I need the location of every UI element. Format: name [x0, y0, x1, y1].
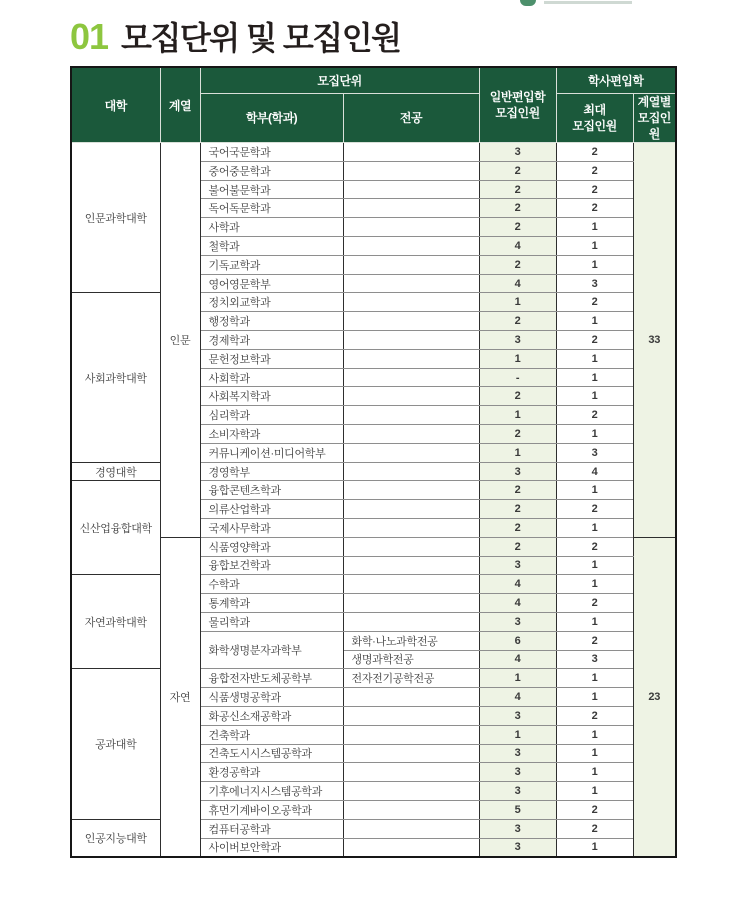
major-cell	[343, 838, 479, 857]
major-cell: 생명과학전공	[343, 650, 479, 669]
admission-quota-table	[70, 66, 677, 858]
dept-cell: 휴먼기계바이오공학과	[200, 800, 343, 819]
college-cell: 사회과학대학	[71, 293, 160, 462]
major-cell	[343, 143, 479, 162]
general-quota-cell: 3	[479, 782, 556, 801]
major-cell	[343, 819, 479, 838]
dept-cell: 컴퓨터공학과	[200, 819, 343, 838]
dept-cell: 사학과	[200, 218, 343, 237]
dept-cell: 기독교학과	[200, 255, 343, 274]
track-cell: 자연	[160, 537, 200, 857]
general-quota-cell: 1	[479, 293, 556, 312]
max-quota-cell: 1	[556, 725, 633, 744]
max-quota-cell: 2	[556, 331, 633, 350]
dept-cell: 수학과	[200, 575, 343, 594]
general-quota-cell: 1	[479, 669, 556, 688]
general-quota-cell: 1	[479, 725, 556, 744]
general-quota-cell: 2	[479, 537, 556, 556]
general-quota-cell: 3	[479, 838, 556, 857]
dept-cell: 사회학과	[200, 368, 343, 387]
dept-cell: 사회복지학과	[200, 387, 343, 406]
logo-text-sliver	[544, 1, 632, 4]
dept-cell: 경영학부	[200, 462, 343, 481]
major-cell	[343, 368, 479, 387]
major-cell	[343, 763, 479, 782]
max-quota-cell: 1	[556, 612, 633, 631]
major-cell	[343, 800, 479, 819]
max-quota-cell: 1	[556, 349, 633, 368]
major-cell	[343, 180, 479, 199]
general-quota-cell: 2	[479, 180, 556, 199]
general-quota-cell: 4	[479, 594, 556, 613]
general-quota-cell: 5	[479, 800, 556, 819]
major-cell	[343, 443, 479, 462]
header-track: 계열	[160, 67, 200, 143]
max-quota-cell: 1	[556, 782, 633, 801]
dept-cell: 국어국문학과	[200, 143, 343, 162]
general-quota-cell: 2	[479, 312, 556, 331]
general-quota-cell: 3	[479, 706, 556, 725]
general-quota-cell: 2	[479, 255, 556, 274]
major-cell	[343, 481, 479, 500]
general-quota-cell: 3	[479, 819, 556, 838]
major-cell	[343, 706, 479, 725]
major-cell	[343, 406, 479, 425]
max-quota-cell: 1	[556, 312, 633, 331]
general-quota-cell: 2	[479, 519, 556, 538]
major-cell	[343, 218, 479, 237]
major-cell	[343, 199, 479, 218]
major-cell	[343, 612, 479, 631]
max-quota-cell: 2	[556, 500, 633, 519]
dept-cell: 영어영문학부	[200, 274, 343, 293]
college-cell: 신산업융합대학	[71, 481, 160, 575]
major-cell	[343, 688, 479, 707]
general-quota-cell: 4	[479, 237, 556, 256]
max-quota-cell: 2	[556, 631, 633, 650]
header-unit-group: 모집단위	[200, 67, 479, 93]
header-univ: 대학	[71, 67, 160, 143]
general-quota-cell: 4	[479, 650, 556, 669]
max-quota-cell: 3	[556, 274, 633, 293]
major-cell	[343, 237, 479, 256]
major-cell	[343, 537, 479, 556]
table-body	[71, 143, 676, 857]
major-cell	[343, 255, 479, 274]
dept-cell: 불어불문학과	[200, 180, 343, 199]
major-cell	[343, 519, 479, 538]
header-by-track-quota: 계열별 모집인원	[633, 93, 676, 143]
dept-cell: 행정학과	[200, 312, 343, 331]
max-quota-cell: 2	[556, 819, 633, 838]
dept-cell: 경제학과	[200, 331, 343, 350]
general-quota-cell: 4	[479, 575, 556, 594]
major-cell	[343, 274, 479, 293]
general-quota-cell: 6	[479, 631, 556, 650]
general-quota-cell: -	[479, 368, 556, 387]
max-quota-cell: 2	[556, 800, 633, 819]
general-quota-cell: 3	[479, 462, 556, 481]
dept-cell: 건축도시시스템공학과	[200, 744, 343, 763]
general-quota-cell: 2	[479, 500, 556, 519]
general-quota-cell: 3	[479, 143, 556, 162]
dept-cell: 물리학과	[200, 612, 343, 631]
dept-cell: 건축학과	[200, 725, 343, 744]
max-quota-cell: 2	[556, 161, 633, 180]
college-cell: 자연과학대학	[71, 575, 160, 669]
max-quota-cell: 2	[556, 180, 633, 199]
dept-cell: 기후에너지시스템공학과	[200, 782, 343, 801]
section-number: 01	[70, 16, 109, 57]
max-quota-cell: 1	[556, 763, 633, 782]
max-quota-cell: 1	[556, 838, 633, 857]
major-cell	[343, 387, 479, 406]
college-cell: 인공지능대학	[71, 819, 160, 857]
dept-cell: 커뮤니케이션·미디어학부	[200, 443, 343, 462]
general-quota-cell: 2	[479, 425, 556, 444]
dept-cell: 중어중문학과	[200, 161, 343, 180]
general-quota-cell: 4	[479, 688, 556, 707]
max-quota-cell: 2	[556, 293, 633, 312]
max-quota-cell: 2	[556, 143, 633, 162]
general-quota-cell: 2	[479, 161, 556, 180]
table-row	[71, 143, 676, 162]
page-title: 모집단위 및 모집인원	[121, 20, 401, 56]
college-cell: 경영대학	[71, 462, 160, 481]
major-cell	[343, 782, 479, 801]
dept-cell: 융합콘텐츠학과	[200, 481, 343, 500]
major-cell	[343, 725, 479, 744]
dept-cell: 철학과	[200, 237, 343, 256]
max-quota-cell: 1	[556, 237, 633, 256]
general-quota-cell: 3	[479, 763, 556, 782]
general-quota-cell: 2	[479, 218, 556, 237]
major-cell	[343, 594, 479, 613]
dept-cell: 환경공학과	[200, 763, 343, 782]
header-general-quota: 일반편입학 모집인원	[479, 67, 556, 143]
major-cell	[343, 425, 479, 444]
college-cell: 공과대학	[71, 669, 160, 819]
major-cell	[343, 349, 479, 368]
max-quota-cell: 2	[556, 594, 633, 613]
max-quota-cell: 1	[556, 218, 633, 237]
general-quota-cell: 2	[479, 199, 556, 218]
track-total-cell: 33	[633, 143, 676, 538]
max-quota-cell: 2	[556, 406, 633, 425]
dept-cell: 독어독문학과	[200, 199, 343, 218]
max-quota-cell: 1	[556, 669, 633, 688]
general-quota-cell: 4	[479, 274, 556, 293]
dept-cell: 화학생명분자과학부	[200, 631, 343, 669]
dept-cell: 융합전자반도체공학부	[200, 669, 343, 688]
track-cell: 인문	[160, 143, 200, 538]
dept-cell: 정치외교학과	[200, 293, 343, 312]
dept-cell: 통계학과	[200, 594, 343, 613]
dept-cell: 소비자학과	[200, 425, 343, 444]
dept-cell: 국제사무학과	[200, 519, 343, 538]
general-quota-cell: 2	[479, 387, 556, 406]
major-cell	[343, 331, 479, 350]
header-major: 전공	[343, 93, 479, 143]
major-cell	[343, 744, 479, 763]
header-dept: 학부(학과)	[200, 93, 343, 143]
max-quota-cell: 1	[556, 744, 633, 763]
dept-cell: 화공신소재공학과	[200, 706, 343, 725]
header-max-quota: 최대 모집인원	[556, 93, 633, 143]
logo-emblem-icon	[520, 0, 536, 6]
table-row	[71, 537, 676, 556]
max-quota-cell: 1	[556, 255, 633, 274]
dept-cell: 식품생명공학과	[200, 688, 343, 707]
major-cell	[343, 556, 479, 575]
max-quota-cell: 1	[556, 556, 633, 575]
section-title	[70, 13, 401, 59]
dept-cell: 융합보건학과	[200, 556, 343, 575]
general-quota-cell: 1	[479, 406, 556, 425]
max-quota-cell: 1	[556, 368, 633, 387]
max-quota-cell: 1	[556, 387, 633, 406]
max-quota-cell: 1	[556, 575, 633, 594]
major-cell	[343, 293, 479, 312]
header-bachelor-group: 학사편입학	[556, 67, 676, 93]
max-quota-cell: 3	[556, 650, 633, 669]
major-cell	[343, 500, 479, 519]
max-quota-cell: 2	[556, 706, 633, 725]
track-total-cell: 23	[633, 537, 676, 857]
dept-cell: 식품영양학과	[200, 537, 343, 556]
major-cell	[343, 575, 479, 594]
max-quota-cell: 1	[556, 519, 633, 538]
major-cell: 전자전기공학전공	[343, 669, 479, 688]
dept-cell: 의류산업학과	[200, 500, 343, 519]
dept-cell: 사이버보안학과	[200, 838, 343, 857]
general-quota-cell: 3	[479, 556, 556, 575]
major-cell	[343, 161, 479, 180]
general-quota-cell: 2	[479, 481, 556, 500]
max-quota-cell: 3	[556, 443, 633, 462]
table-header	[71, 67, 676, 143]
max-quota-cell: 1	[556, 481, 633, 500]
general-quota-cell: 3	[479, 744, 556, 763]
max-quota-cell: 4	[556, 462, 633, 481]
major-cell	[343, 462, 479, 481]
max-quota-cell: 1	[556, 688, 633, 707]
dept-cell: 문헌정보학과	[200, 349, 343, 368]
college-cell: 인문과학대학	[71, 143, 160, 293]
max-quota-cell: 2	[556, 199, 633, 218]
general-quota-cell: 3	[479, 331, 556, 350]
university-logo-partial	[520, 0, 632, 8]
dept-cell: 심리학과	[200, 406, 343, 425]
major-cell	[343, 312, 479, 331]
max-quota-cell: 2	[556, 537, 633, 556]
max-quota-cell: 1	[556, 425, 633, 444]
general-quota-cell: 3	[479, 612, 556, 631]
general-quota-cell: 1	[479, 349, 556, 368]
general-quota-cell: 1	[479, 443, 556, 462]
major-cell: 화학·나노과학전공	[343, 631, 479, 650]
